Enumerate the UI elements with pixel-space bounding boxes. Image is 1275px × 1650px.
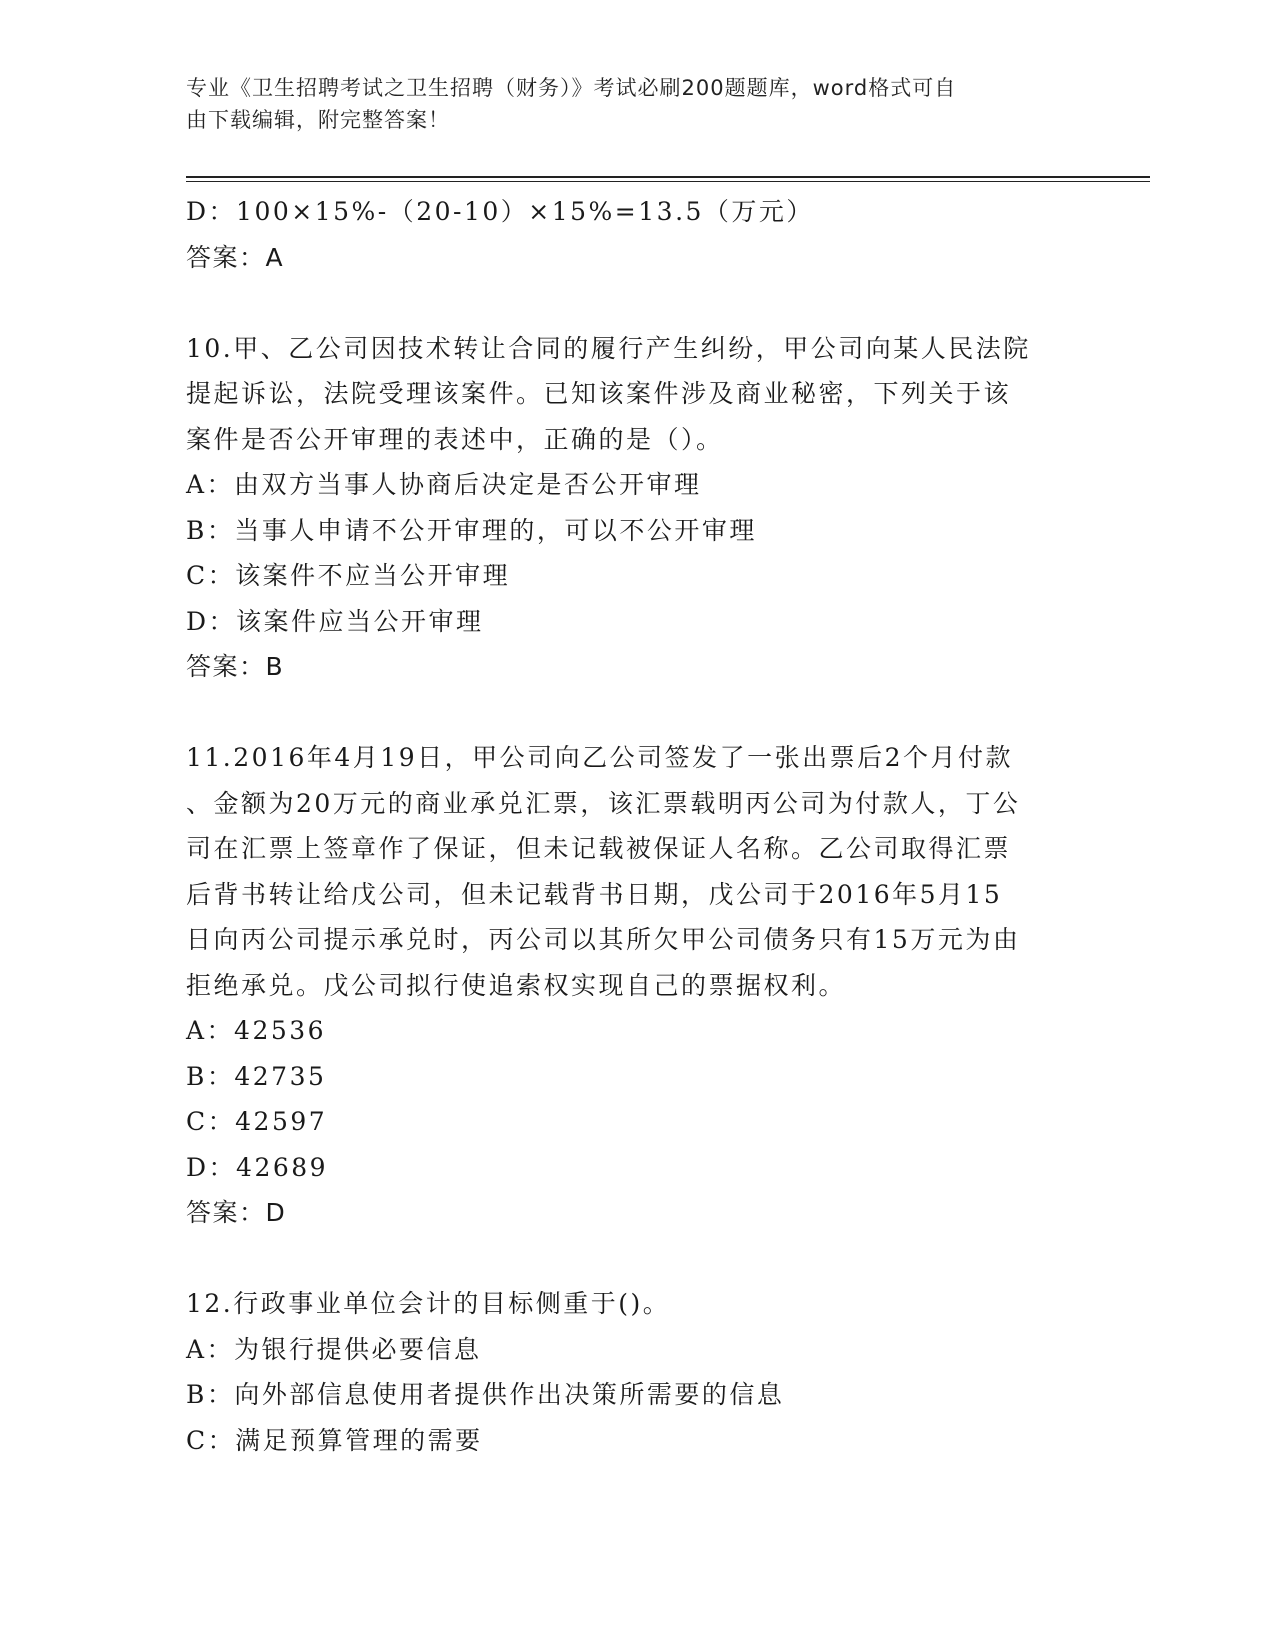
q12-option-a: A：为银行提供必要信息 — [186, 1334, 482, 1364]
spacer — [186, 1236, 1086, 1282]
question-9-tail — [186, 189, 1086, 280]
q11-stem-line: 11.2016年4月19日，甲公司向乙公司签发了一张出票后2个月付款 — [186, 743, 1014, 772]
q10-option-b: B：当事人申请不公开审理的，可以不公开审理 — [186, 515, 757, 545]
q10-option-c: C：该案件不应当公开审理 — [186, 561, 511, 590]
q10-stem-line: 提起诉讼，法院受理该案件。已知该案件涉及商业秘密，下列关于该 — [186, 379, 1012, 408]
q11-stem-line: 拒绝承兑。戊公司拟行使追索权实现自己的票据权利。 — [186, 970, 847, 1000]
q11-stem-line: 司在汇票上签章作了保证，但未记载被保证人名称。乙公司取得汇票 — [186, 834, 1012, 863]
page-header — [186, 72, 1086, 136]
question-12 — [186, 1281, 1086, 1463]
q10-stem-line: 案件是否公开审理的表述中，正确的是（）。 — [186, 424, 724, 454]
q11-option-a: A：42536 — [186, 1016, 327, 1045]
q12-option-b: B：向外部信息使用者提供作出决策所需要的信息 — [186, 1380, 785, 1409]
q12-option-c: C：满足预算管理的需要 — [186, 1425, 483, 1455]
q9-option-d: D：100×15%-（20-10）×15%=13.5（万元） — [186, 197, 814, 226]
question-10 — [186, 326, 1086, 690]
header-divider-thin — [186, 181, 1150, 182]
q10-stem-line: 10.甲、乙公司因技术转让合同的履行产生纠纷，甲公司向某人民法院 — [186, 333, 1031, 363]
question-content — [186, 189, 1086, 1463]
q11-option-d: D：42689 — [186, 1152, 329, 1182]
q10-option-a: A：由双方当事人协商后决定是否公开审理 — [186, 470, 702, 499]
header-line-2: 由下载编辑，附完整答案！ — [186, 108, 450, 132]
q12-stem-line: 12.行政事业单位会计的目标侧重于()。 — [186, 1289, 671, 1318]
q11-stem-line: 日向丙公司提示承兑时，丙公司以其所欠甲公司债务只有15万元为由 — [186, 925, 1021, 954]
q11-option-b: B：42735 — [186, 1061, 327, 1091]
q10-answer: 答案：B — [186, 652, 285, 681]
q11-stem-line: 后背书转让给戊公司，但未记载背书日期，戊公司于2016年5月15 — [186, 879, 1003, 909]
q11-stem-line: 、金额为20万元的商业承兑汇票，该汇票载明丙公司为付款人，丁公 — [186, 788, 1021, 818]
spacer — [186, 280, 1086, 326]
q9-answer: 答案：A — [186, 242, 285, 272]
q11-answer: 答案：D — [186, 1198, 287, 1227]
header-line-1: 专业《卫生招聘考试之卫生招聘（财务）》考试必刷200题题库，word格式可自 — [186, 76, 957, 100]
spacer — [186, 690, 1086, 736]
question-11 — [186, 735, 1086, 1236]
header-divider-thick — [186, 176, 1150, 178]
q11-option-c: C：42597 — [186, 1107, 328, 1136]
q10-option-d: D：该案件应当公开审理 — [186, 606, 484, 636]
